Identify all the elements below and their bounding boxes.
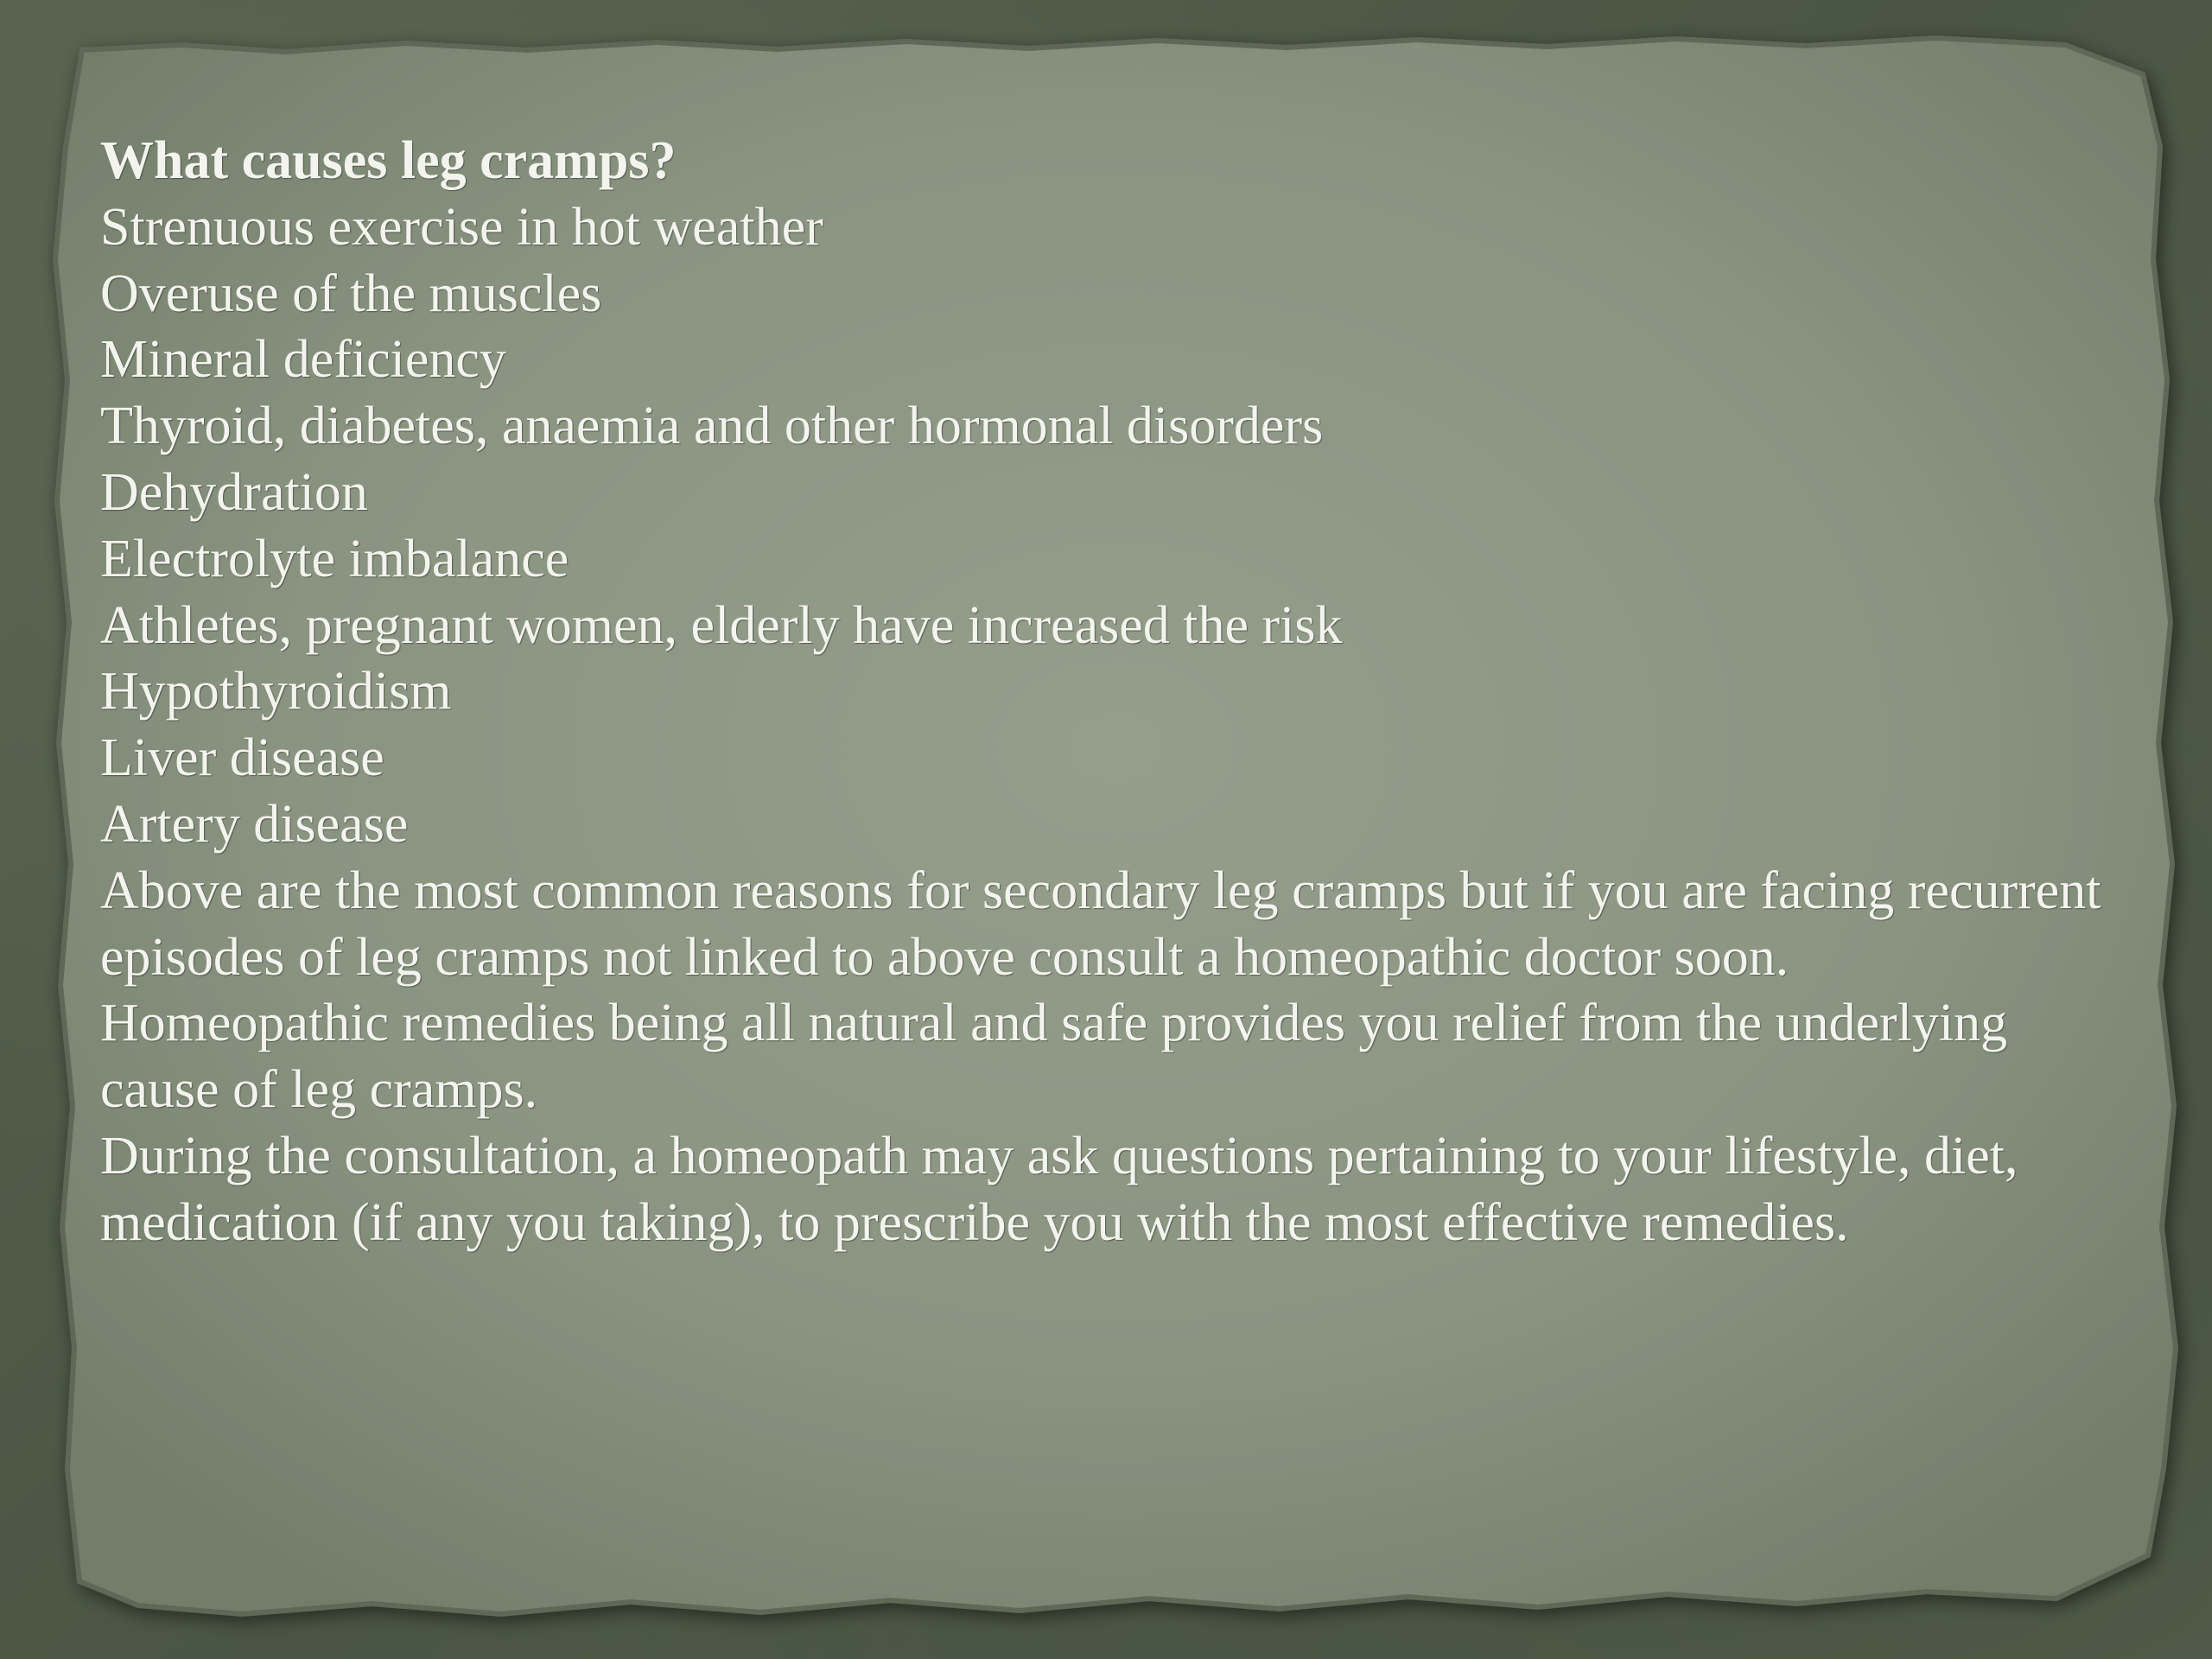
paragraph: During the consultation, a homeopath may ask questions pertaining to your lifestyle, diet, medication (if any you taking), to prescribe you with the most effective remedies.: [100, 1126, 2018, 1252]
cause-item: Overuse of the muscles: [100, 264, 602, 323]
cause-item: Artery disease: [100, 794, 409, 854]
cause-item: Electrolyte imbalance: [100, 529, 569, 588]
cause-item: Liver disease: [100, 728, 385, 788]
cause-item: Dehydration: [100, 462, 368, 522]
cause-item: Strenuous exercise in hot weather: [100, 197, 823, 257]
slide-heading: What causes leg cramps?: [100, 131, 677, 190]
cause-item: Athletes, pregnant women, elderly have increased the risk: [100, 595, 1343, 655]
paragraph: Above are the most common reasons for secondary leg cramps but if you are facing recurrent episodes of leg cramps not linked to above consult a homeopathic doctor soon.: [100, 861, 2101, 987]
cause-item: Hypothyroidism: [100, 662, 452, 721]
slide-text: [100, 128, 2113, 1256]
cause-item: Thyroid, diabetes, anaemia and other hormonal disorders: [100, 397, 1324, 456]
paragraph: Homeopathic remedies being all natural and safe provides you relief from the underlying cause of leg cramps.: [100, 994, 2008, 1120]
cause-item: Mineral deficiency: [100, 330, 506, 390]
